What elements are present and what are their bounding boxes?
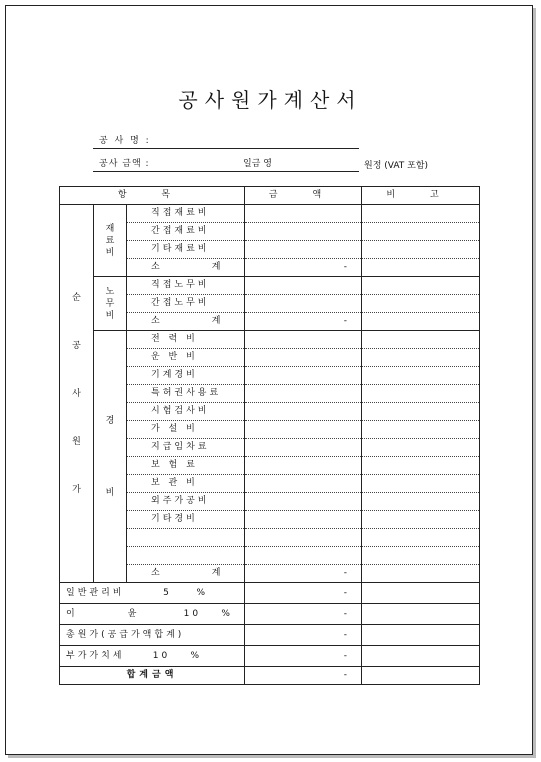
- amount-cell[interactable]: [245, 475, 362, 493]
- amount-cell[interactable]: [245, 493, 362, 511]
- note-cell[interactable]: [362, 313, 480, 331]
- amount-cell[interactable]: [245, 457, 362, 475]
- table-row: [60, 277, 480, 295]
- total-cost-label: 총원가(공급가액합계): [60, 625, 245, 646]
- amount-cell[interactable]: [245, 385, 362, 403]
- expense-item-blank: [127, 547, 245, 565]
- note-cell[interactable]: [362, 604, 480, 625]
- expense-item: 시험검사비: [127, 403, 245, 421]
- amount-cell[interactable]: [245, 367, 362, 385]
- expense-item: 기타경비: [127, 511, 245, 529]
- note-cell[interactable]: [362, 457, 480, 475]
- labor-subtotal-value: -: [245, 313, 362, 331]
- note-cell[interactable]: [362, 331, 480, 349]
- project-amount-words: 일금 영: [243, 159, 272, 169]
- amount-cell[interactable]: [245, 547, 362, 565]
- note-cell[interactable]: [362, 223, 480, 241]
- note-cell[interactable]: [362, 667, 480, 685]
- cost-table: [59, 186, 480, 685]
- amount-cell[interactable]: [245, 421, 362, 439]
- note-cell[interactable]: [362, 421, 480, 439]
- note-cell[interactable]: [362, 349, 480, 367]
- material-item: 기타재료비: [127, 241, 245, 259]
- note-cell[interactable]: [362, 295, 480, 313]
- vat-label: 부가가치세 10 %: [60, 646, 245, 667]
- amount-cell[interactable]: [245, 439, 362, 457]
- vat-value: -: [245, 646, 362, 667]
- labor-group-label: 노 무 비: [94, 277, 127, 331]
- note-cell[interactable]: [362, 583, 480, 604]
- expense-group-label: 경 비: [94, 331, 127, 583]
- note-cell[interactable]: [362, 565, 480, 583]
- document-title: 공사원가계산서: [178, 88, 363, 112]
- material-subtotal-value: -: [245, 259, 362, 277]
- amount-cell[interactable]: [245, 295, 362, 313]
- note-cell[interactable]: [362, 439, 480, 457]
- note-cell[interactable]: [362, 547, 480, 565]
- table-row: [60, 625, 480, 646]
- expense-item: 특허권사용료: [127, 385, 245, 403]
- expense-item: 지급임차료: [127, 439, 245, 457]
- header-item: 항 목: [60, 187, 245, 205]
- profit-label: 이 윤 10 %: [60, 604, 245, 625]
- note-cell[interactable]: [362, 385, 480, 403]
- project-name-label: 공 사 명 :: [99, 136, 151, 146]
- table-header-row: [60, 187, 480, 205]
- material-item: 간접재료비: [127, 223, 245, 241]
- amount-cell[interactable]: [245, 241, 362, 259]
- note-cell[interactable]: [362, 493, 480, 511]
- table-row: [60, 646, 480, 667]
- amount-cell[interactable]: [245, 205, 362, 223]
- note-cell[interactable]: [362, 367, 480, 385]
- grand-total-label: 합계금액: [60, 667, 245, 685]
- labor-item: 간접노무비: [127, 295, 245, 313]
- material-item: 직접재료비: [127, 205, 245, 223]
- expense-item: 기계경비: [127, 367, 245, 385]
- note-cell[interactable]: [362, 529, 480, 547]
- material-subtotal-label: 소 계: [127, 259, 245, 277]
- table-row: [60, 205, 480, 223]
- amount-cell[interactable]: [245, 511, 362, 529]
- general-admin-value: -: [245, 583, 362, 604]
- amount-cell[interactable]: [245, 529, 362, 547]
- table-row: [60, 604, 480, 625]
- table-row: [60, 331, 480, 349]
- project-amount-field[interactable]: [93, 153, 359, 172]
- note-cell[interactable]: [362, 403, 480, 421]
- expense-item: [127, 529, 245, 547]
- grand-total-value: -: [245, 667, 362, 685]
- note-cell[interactable]: [362, 277, 480, 295]
- amount-note: 원정 (VAT 포함): [364, 161, 429, 171]
- profit-value: -: [245, 604, 362, 625]
- note-cell[interactable]: [362, 475, 480, 493]
- labor-subtotal-label: 소 계: [127, 313, 245, 331]
- expense-item: 보 관 비: [127, 475, 245, 493]
- note-cell[interactable]: [362, 625, 480, 646]
- note-cell[interactable]: [362, 241, 480, 259]
- amount-cell[interactable]: [245, 349, 362, 367]
- header-note: 비 고: [362, 187, 480, 205]
- expense-item: 보 험 료: [127, 457, 245, 475]
- total-cost-value: -: [245, 625, 362, 646]
- project-name-field[interactable]: [93, 130, 359, 149]
- header-amount: 금 액: [245, 187, 362, 205]
- expense-subtotal-value: -: [245, 565, 362, 583]
- expense-item: 가 설 비: [127, 421, 245, 439]
- note-cell[interactable]: [362, 646, 480, 667]
- general-admin-label: 일반관리비 5 %: [60, 583, 245, 604]
- expense-subtotal-label: 소 계: [127, 565, 245, 583]
- note-cell[interactable]: [362, 259, 480, 277]
- note-cell[interactable]: [362, 205, 480, 223]
- amount-cell[interactable]: [245, 277, 362, 295]
- amount-cell[interactable]: [245, 223, 362, 241]
- note-cell[interactable]: [362, 511, 480, 529]
- expense-item: 운 반 비: [127, 349, 245, 367]
- amount-cell[interactable]: [245, 331, 362, 349]
- labor-item: 직접노무비: [127, 277, 245, 295]
- project-amount-label: 공사 금액 :: [99, 159, 150, 169]
- amount-cell[interactable]: [245, 403, 362, 421]
- table-row: [60, 583, 480, 604]
- expense-item: 외주가공비: [127, 493, 245, 511]
- main-group-label: 순 공 사 원 가: [60, 205, 94, 583]
- material-group-label: 재 료 비: [94, 205, 127, 277]
- expense-item: 전 력 비: [127, 331, 245, 349]
- table-row: [60, 667, 480, 685]
